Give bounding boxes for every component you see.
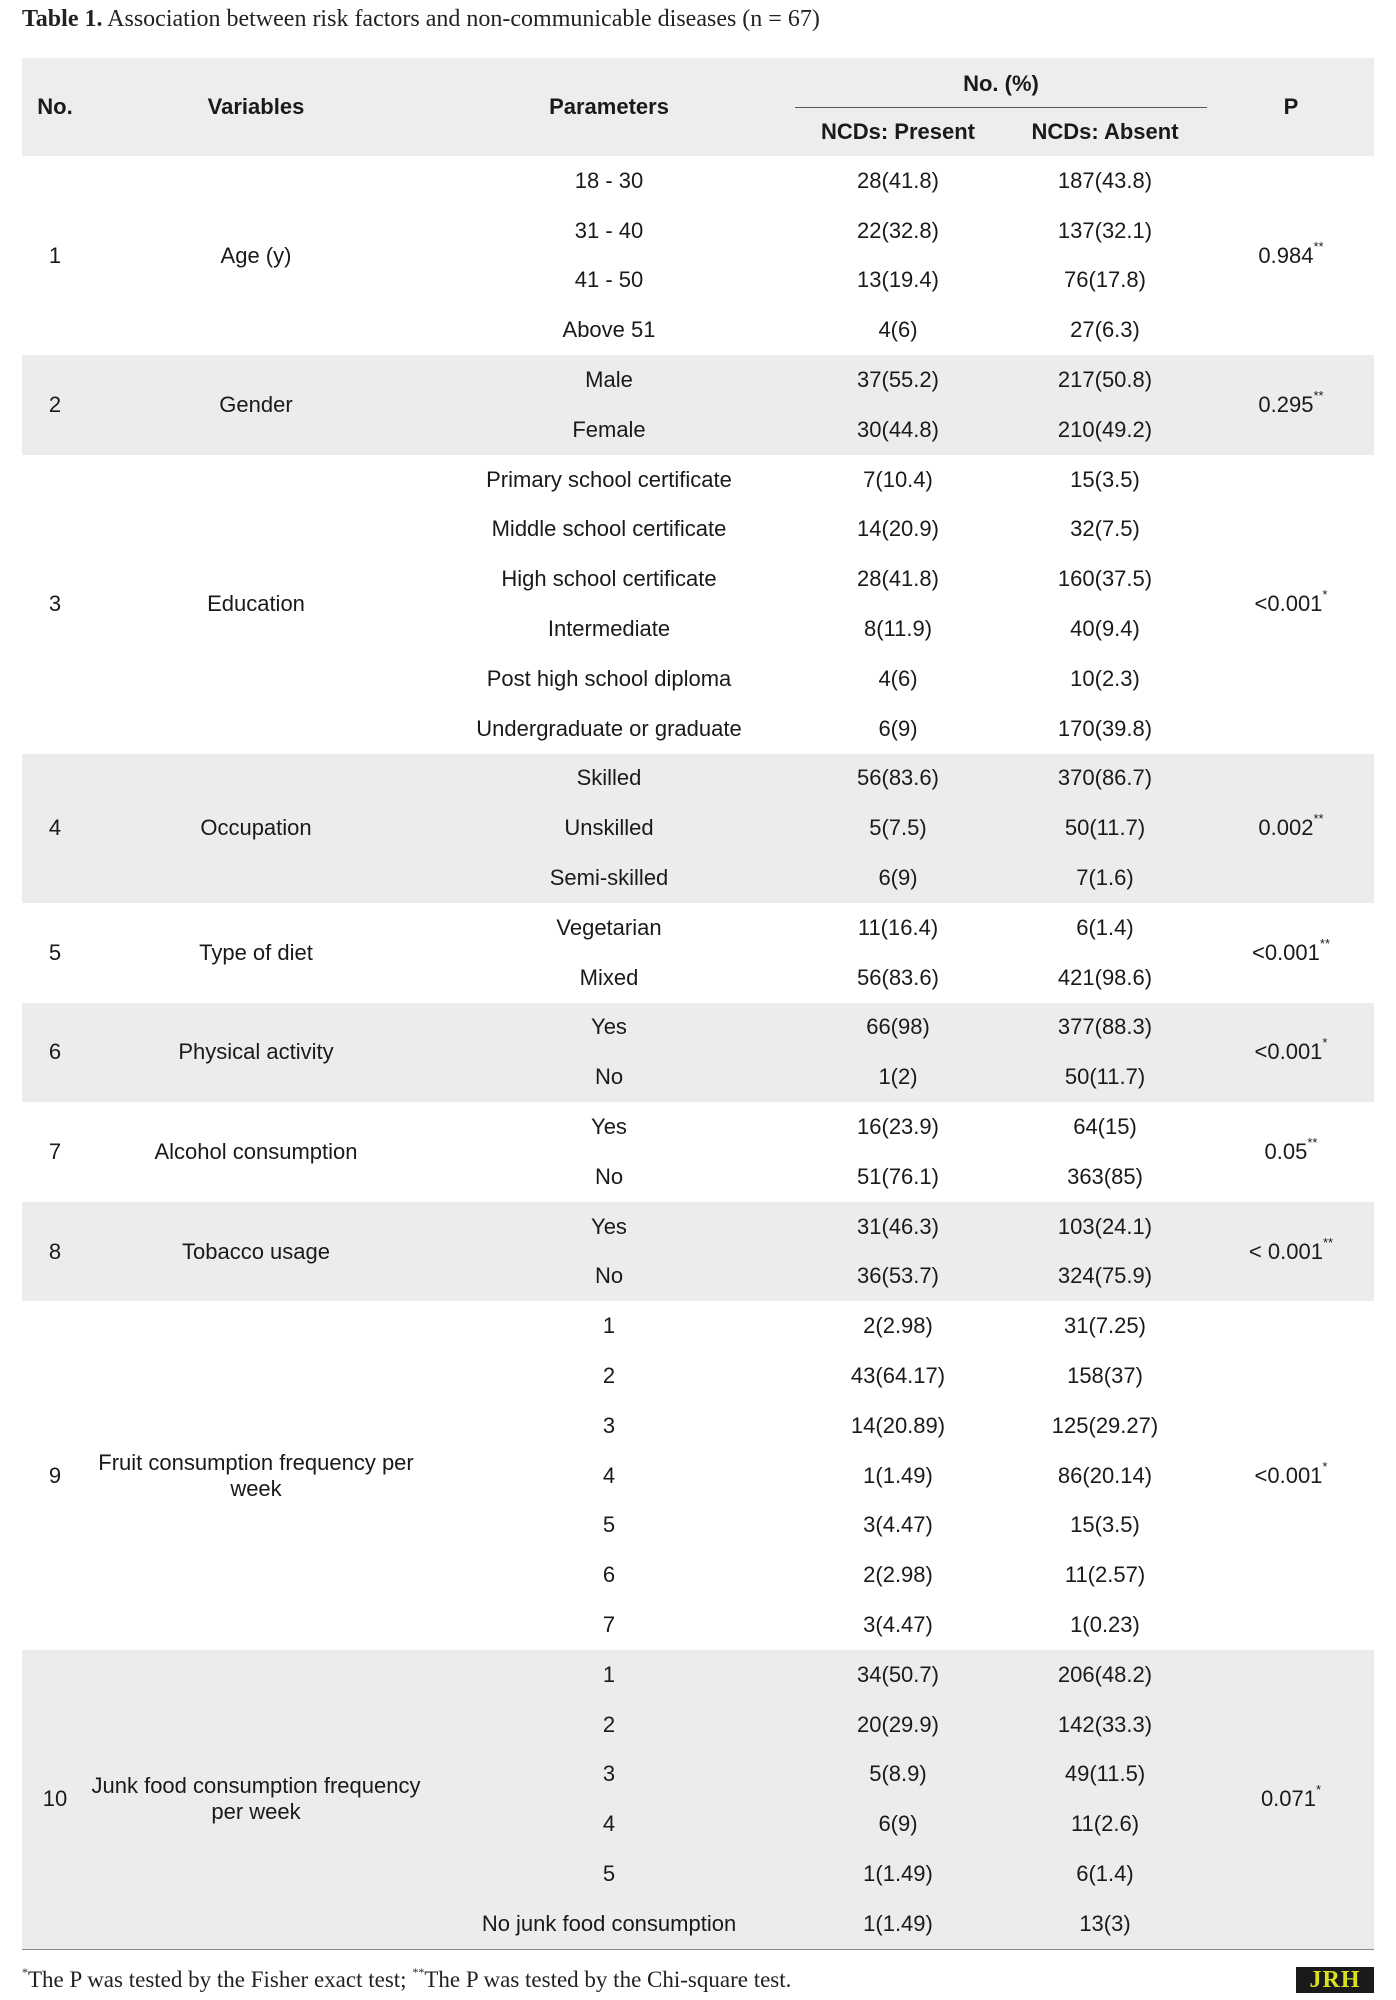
table-row xyxy=(22,1102,1374,1152)
present-cell: 2(2.98) xyxy=(863,1562,933,1588)
p-value: 0.002 xyxy=(1258,815,1314,841)
parameter-cell: 2 xyxy=(424,1700,794,1750)
parameter-cell: 5 xyxy=(424,1849,794,1899)
parameter-cell: 18 - 30 xyxy=(574,167,644,193)
parameter-cell: Undergraduate or graduate xyxy=(476,715,742,741)
absent-cell: 206(48.2) xyxy=(1002,1650,1208,1700)
parameter-cell: Yes xyxy=(591,1114,627,1140)
parameter-cell: Semi-skilled xyxy=(424,853,794,903)
present-cell: 1(1.49) xyxy=(794,1849,1002,1899)
absent-cell: 64(15) xyxy=(1073,1114,1137,1140)
table-footnote xyxy=(22,1967,791,1993)
present-cell: 30(44.8) xyxy=(794,405,1002,455)
present-cell: 56(83.6) xyxy=(794,754,1002,804)
present-cell: 14(20.89) xyxy=(850,1412,946,1438)
p-value-cell xyxy=(1208,903,1374,1003)
variable-name: Education xyxy=(207,591,305,617)
parameter-cell: 3 xyxy=(424,1750,794,1800)
header-p: P xyxy=(1283,94,1299,119)
absent-cell: 11(2.6) xyxy=(1002,1799,1208,1849)
parameter-cell: 1 xyxy=(424,1650,794,1700)
parameter-cell: 41 - 50 xyxy=(574,267,644,293)
absent-cell: 137(32.1) xyxy=(1057,217,1153,243)
absent-cell: 6(1.4) xyxy=(1076,914,1134,940)
variable-name: Physical activity xyxy=(88,1003,424,1103)
present-cell: 4(6) xyxy=(878,665,918,691)
header-present: NCDs: Present xyxy=(820,119,976,144)
header-no: No. xyxy=(37,94,73,119)
parameter-cell: High school certificate xyxy=(501,566,717,592)
absent-cell: 377(88.3) xyxy=(1002,1003,1208,1053)
p-value: 0.984 xyxy=(1258,242,1314,268)
present-cell: 16(23.9) xyxy=(857,1114,939,1140)
parameter-cell: Yes xyxy=(424,1003,794,1053)
table-row xyxy=(22,455,1374,505)
absent-cell: 370(86.7) xyxy=(1002,754,1208,804)
parameter-cell: 4 xyxy=(602,1462,616,1488)
present-cell: 3(4.47) xyxy=(863,1612,933,1637)
table-row xyxy=(22,1650,1374,1700)
absent-cell: 1(0.23) xyxy=(1070,1612,1140,1637)
parameter-cell: Unskilled xyxy=(424,803,794,853)
p-value-mark: ** xyxy=(1307,1134,1318,1150)
parameter-cell: 5 xyxy=(602,1512,616,1538)
present-cell: 28(41.8) xyxy=(857,167,939,193)
parameter-cell: 7 xyxy=(602,1612,616,1637)
present-cell: 6(9) xyxy=(794,853,1002,903)
absent-cell: 160(37.5) xyxy=(1057,566,1153,592)
absent-cell: 13(3) xyxy=(1002,1899,1208,1949)
caption-text: Association between risk factors and non-communicable diseases (n = 67) xyxy=(102,6,820,32)
parameter-cell: 1 xyxy=(602,1313,616,1339)
p-value-cell xyxy=(1208,355,1374,455)
absent-cell: 49(11.5) xyxy=(1002,1750,1208,1800)
row-number: 10 xyxy=(22,1650,88,1949)
table-row xyxy=(22,355,1374,405)
absent-cell: 421(98.6) xyxy=(1057,964,1153,990)
p-value-cell xyxy=(1208,455,1374,754)
footnote-mark-2: ** xyxy=(412,1965,425,1979)
table-row xyxy=(22,1301,1374,1351)
header-parameters: Parameters xyxy=(549,94,669,119)
absent-cell: 324(75.9) xyxy=(1002,1252,1208,1302)
absent-cell: 142(33.3) xyxy=(1002,1700,1208,1750)
table-row xyxy=(22,903,1374,953)
absent-cell: 6(1.4) xyxy=(1002,1849,1208,1899)
variable-name: Alcohol consumption xyxy=(154,1138,358,1164)
absent-cell: 125(29.27) xyxy=(1051,1412,1159,1438)
p-value-mark: ** xyxy=(1313,811,1324,827)
footnote-mark-1: * xyxy=(22,1965,28,1979)
absent-cell: 158(37) xyxy=(1067,1363,1143,1389)
parameter-cell: 31 - 40 xyxy=(574,217,644,243)
absent-cell: 187(43.8) xyxy=(1057,167,1153,193)
row-number: 7 xyxy=(48,1138,62,1164)
absent-cell: 7(1.6) xyxy=(1002,853,1208,903)
row-number: 5 xyxy=(48,939,62,965)
table-caption xyxy=(22,6,820,33)
p-value-mark: * xyxy=(1322,1035,1328,1051)
table-row xyxy=(22,156,1374,206)
header-group-label: No. (%) xyxy=(795,71,1207,108)
present-cell: 43(64.17) xyxy=(850,1363,946,1389)
present-cell: 4(6) xyxy=(878,317,918,343)
present-cell: 28(41.8) xyxy=(857,566,939,592)
absent-cell: 15(3.5) xyxy=(1070,466,1140,492)
row-number: 1 xyxy=(48,242,62,268)
p-value-cell xyxy=(1208,1650,1374,1949)
parameter-cell: Vegetarian xyxy=(556,914,662,940)
row-number: 2 xyxy=(22,355,88,455)
p-value-mark: ** xyxy=(1313,238,1324,254)
present-cell: 11(16.4) xyxy=(857,914,939,940)
p-value-mark: ** xyxy=(1322,1234,1334,1250)
variable-name: Age (y) xyxy=(220,242,292,268)
parameter-cell: No xyxy=(424,1252,794,1302)
p-value-mark: * xyxy=(1322,587,1328,603)
p-value-cell xyxy=(1208,1102,1374,1202)
row-number: 4 xyxy=(22,754,88,903)
present-cell: 8(11.9) xyxy=(863,616,933,642)
footnote-text-1: The P was tested by the Fisher exact test; xyxy=(28,1967,413,1992)
variable-name: Fruit consumption frequency per week xyxy=(98,1449,414,1501)
header-group xyxy=(794,58,1208,108)
absent-cell: 10(2.3) xyxy=(1070,665,1140,691)
absent-cell: 27(6.3) xyxy=(1070,317,1140,343)
present-cell: 13(19.4) xyxy=(857,267,939,293)
variable-name: Occupation xyxy=(88,754,424,903)
journal-logo: JRH xyxy=(1296,1967,1374,1993)
present-cell: 31(46.3) xyxy=(794,1202,1002,1252)
present-cell: 5(7.5) xyxy=(794,803,1002,853)
p-value-mark: ** xyxy=(1313,387,1324,403)
p-value-mark: ** xyxy=(1319,935,1331,951)
absent-cell: 170(39.8) xyxy=(1057,715,1153,741)
table-row xyxy=(22,1202,1374,1252)
variable-name: Gender xyxy=(88,355,424,455)
p-value-mark: * xyxy=(1316,1782,1322,1798)
present-cell: 7(10.4) xyxy=(863,466,933,492)
p-value-cell xyxy=(1208,1003,1374,1103)
present-cell: 14(20.9) xyxy=(857,516,939,542)
absent-cell: 50(11.7) xyxy=(1002,803,1208,853)
absent-cell: 11(2.57) xyxy=(1064,1562,1146,1588)
parameter-cell: 3 xyxy=(602,1412,616,1438)
present-cell: 34(50.7) xyxy=(794,1650,1002,1700)
p-value: <0.001 xyxy=(1254,1462,1323,1488)
parameter-cell: No xyxy=(424,1052,794,1102)
parameter-cell: 2 xyxy=(602,1363,616,1389)
p-value-cell xyxy=(1208,156,1374,355)
row-number: 8 xyxy=(22,1202,88,1302)
p-value: <0.001 xyxy=(1254,591,1323,617)
p-value-mark: * xyxy=(1322,1458,1328,1474)
absent-cell: 15(3.5) xyxy=(1070,1512,1140,1538)
absent-cell: 103(24.1) xyxy=(1002,1202,1208,1252)
risk-factor-table xyxy=(22,58,1374,1950)
present-cell: 37(55.2) xyxy=(794,355,1002,405)
present-cell: 5(8.9) xyxy=(794,1750,1002,1800)
parameter-cell: 6 xyxy=(602,1562,616,1588)
present-cell: 6(9) xyxy=(794,1799,1002,1849)
present-cell: 36(53.7) xyxy=(794,1252,1002,1302)
absent-cell: 210(49.2) xyxy=(1002,405,1208,455)
parameter-cell: Skilled xyxy=(424,754,794,804)
p-value-cell xyxy=(1208,754,1374,903)
footnote-text-2: The P was tested by the Chi-square test. xyxy=(424,1967,792,1992)
present-cell: 51(76.1) xyxy=(857,1163,939,1189)
row-number: 9 xyxy=(48,1462,62,1488)
present-cell: 56(83.6) xyxy=(857,964,939,990)
variable-name: Tobacco usage xyxy=(88,1202,424,1302)
parameter-cell: Mixed xyxy=(579,964,639,990)
p-value: < 0.001 xyxy=(1248,1238,1323,1264)
absent-cell: 363(85) xyxy=(1067,1163,1143,1189)
present-cell: 22(32.8) xyxy=(857,217,939,243)
absent-cell: 31(7.25) xyxy=(1064,1313,1146,1339)
absent-cell: 32(7.5) xyxy=(1070,516,1140,542)
present-cell: 20(29.9) xyxy=(794,1700,1002,1750)
p-value: 0.295 xyxy=(1258,391,1314,417)
parameter-cell: Intermediate xyxy=(547,616,671,642)
present-cell: 66(98) xyxy=(794,1003,1002,1053)
header-absent: NCDs: Absent xyxy=(1031,119,1179,144)
table-row xyxy=(22,1003,1374,1053)
p-value: <0.001 xyxy=(1254,1039,1323,1065)
present-cell: 1(1.49) xyxy=(863,1462,933,1488)
parameter-cell: Above 51 xyxy=(562,317,656,343)
present-cell: 1(1.49) xyxy=(794,1899,1002,1949)
variable-name: Junk food consumption frequency per week xyxy=(88,1650,424,1949)
absent-cell: 86(20.14) xyxy=(1057,1462,1153,1488)
absent-cell: 76(17.8) xyxy=(1064,267,1146,293)
p-value-cell xyxy=(1208,1202,1374,1302)
present-cell: 1(2) xyxy=(794,1052,1002,1102)
present-cell: 6(9) xyxy=(878,715,918,741)
table-header xyxy=(22,58,1374,156)
row-number: 3 xyxy=(48,591,62,617)
parameter-cell: No xyxy=(594,1163,624,1189)
absent-cell: 217(50.8) xyxy=(1002,355,1208,405)
parameter-cell: Female xyxy=(424,405,794,455)
parameter-cell: Yes xyxy=(424,1202,794,1252)
parameter-cell: No junk food consumption xyxy=(424,1899,794,1949)
parameter-cell: 4 xyxy=(424,1799,794,1849)
variable-name: Type of diet xyxy=(199,939,313,965)
parameter-cell: Post high school diploma xyxy=(486,665,732,691)
present-cell: 3(4.47) xyxy=(863,1512,933,1538)
absent-cell: 40(9.4) xyxy=(1070,616,1140,642)
header-variables: Variables xyxy=(207,94,305,119)
p-value: 0.071 xyxy=(1260,1786,1316,1812)
table-row xyxy=(22,754,1374,804)
present-cell: 2(2.98) xyxy=(863,1313,933,1339)
row-number: 6 xyxy=(22,1003,88,1103)
parameter-cell: Primary school certificate xyxy=(486,466,732,492)
table-body xyxy=(22,156,1374,1949)
parameter-cell: Middle school certificate xyxy=(491,516,727,542)
caption-label: Table 1. xyxy=(22,6,103,32)
p-value: <0.001 xyxy=(1251,939,1320,965)
p-value: 0.05 xyxy=(1264,1138,1308,1164)
absent-cell: 50(11.7) xyxy=(1002,1052,1208,1102)
p-value-cell xyxy=(1208,1301,1374,1650)
parameter-cell: Male xyxy=(424,355,794,405)
